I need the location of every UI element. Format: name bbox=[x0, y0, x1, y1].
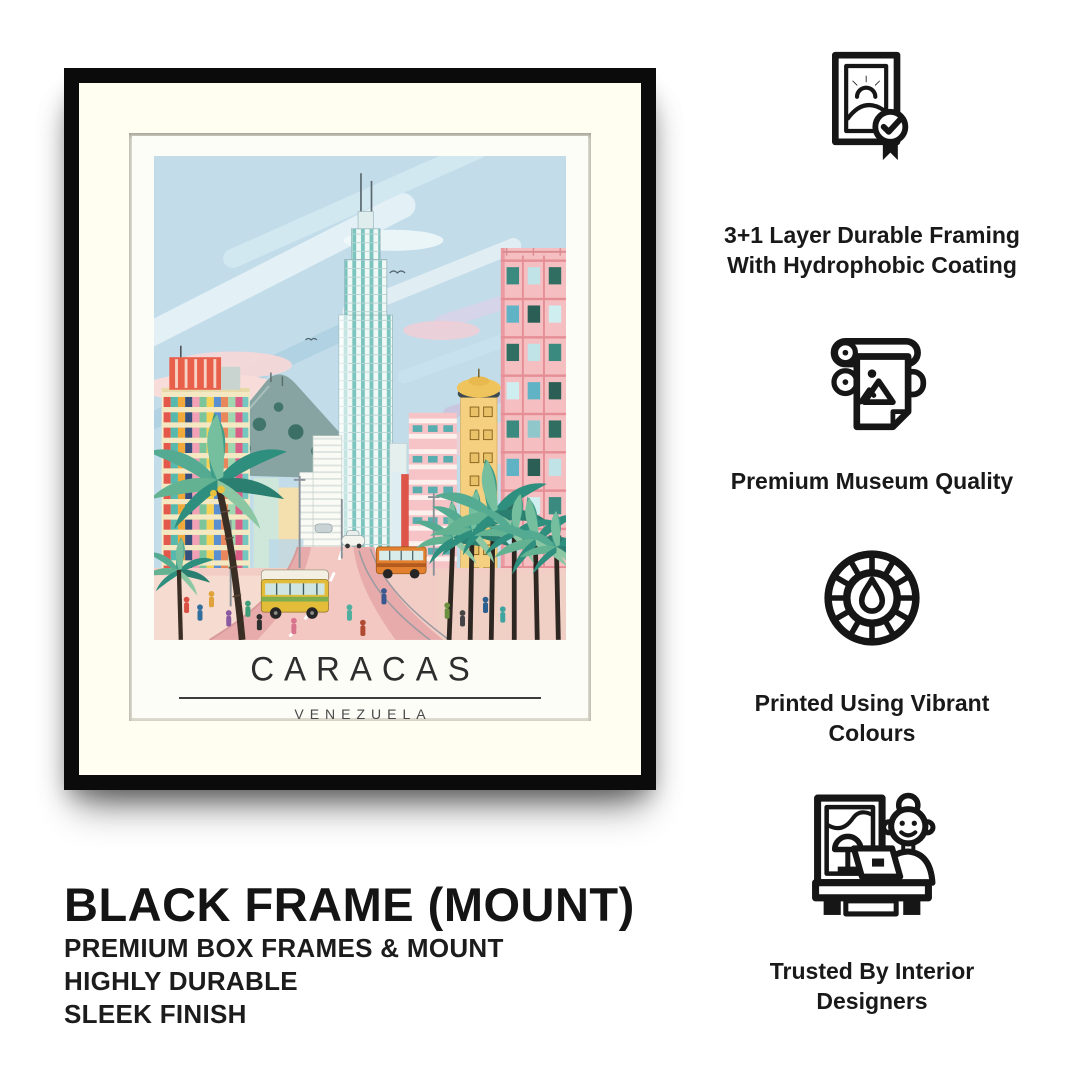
print-quality-icon bbox=[815, 328, 929, 466]
feature-vibrant-colours bbox=[692, 542, 1052, 749]
framed-poster bbox=[64, 68, 656, 790]
framed-certificate-icon bbox=[822, 50, 922, 220]
bus-yellow bbox=[261, 570, 328, 619]
title-divider bbox=[179, 697, 542, 699]
poster bbox=[132, 136, 588, 722]
interior-designer-icon bbox=[799, 788, 945, 956]
details-heading: BLACK FRAME (MOUNT) bbox=[64, 878, 635, 931]
feature-durable-framing bbox=[692, 50, 1052, 281]
features-column bbox=[692, 0, 1052, 1080]
feature-label: 3+1 Layer Durable Framing With Hydrophobic Coating bbox=[724, 222, 1020, 279]
feature-label: Premium Museum Quality bbox=[730, 468, 1014, 494]
feature-label: Trusted By Interior Designers bbox=[769, 958, 975, 1015]
poster-caption bbox=[154, 640, 566, 722]
poster-mount bbox=[79, 83, 641, 775]
poster-artwork bbox=[154, 156, 566, 640]
poster-title: CARACAS bbox=[250, 649, 480, 688]
detail-line: SLEEK FINISH bbox=[64, 999, 247, 1030]
feature-label: Printed Using Vibrant Colours bbox=[754, 690, 990, 747]
detail-line: PREMIUM BOX FRAMES & MOUNT bbox=[64, 933, 504, 964]
mount-bevel bbox=[129, 133, 591, 721]
feature-interior-designers bbox=[692, 788, 1052, 1017]
detail-line: HIGHLY DURABLE bbox=[64, 966, 298, 997]
frame-details bbox=[64, 878, 635, 1031]
poster-subtitle: VENEZUELA bbox=[294, 705, 432, 722]
colour-wheel-icon bbox=[816, 542, 928, 688]
bus-orange bbox=[376, 547, 426, 579]
feature-museum-quality bbox=[692, 328, 1052, 496]
